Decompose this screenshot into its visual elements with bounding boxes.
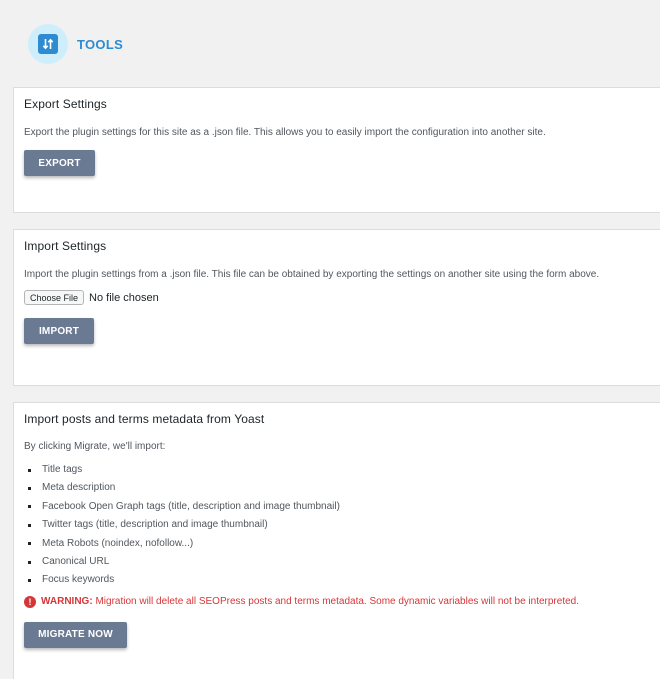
list-item-label: Meta Robots (noindex, nofollow...) <box>42 537 194 549</box>
choose-file-button[interactable]: Choose File <box>24 290 84 305</box>
bullet-icon <box>28 579 31 582</box>
list-item <box>24 516 660 534</box>
import-items-list <box>24 461 660 590</box>
export-settings-card <box>13 87 660 213</box>
list-item-label: Meta description <box>42 482 116 494</box>
list-item <box>24 535 660 553</box>
export-settings-description: Export the plugin settings for this site as a .json file. This allows you to easily import the configuration into another site. <box>24 127 546 138</box>
page-title: TOOLS <box>77 36 124 52</box>
import-settings-card <box>13 229 660 386</box>
page-header <box>28 24 123 64</box>
migrate-now-button[interactable]: MIGRATE NOW <box>24 622 127 648</box>
list-item <box>24 553 660 571</box>
bullet-icon <box>28 505 31 508</box>
export-settings-title: Export Settings <box>24 97 107 111</box>
bullet-icon <box>28 487 31 490</box>
export-button[interactable]: EXPORT <box>24 150 95 176</box>
import-button[interactable]: IMPORT <box>24 318 94 344</box>
bullet-icon <box>28 524 31 527</box>
list-item-label: Canonical URL <box>42 555 110 567</box>
bullet-icon <box>28 469 31 472</box>
warning-label: WARNING: <box>41 596 93 608</box>
bullet-icon <box>28 542 31 545</box>
bullet-icon <box>28 561 31 564</box>
tools-badge <box>28 24 68 64</box>
migration-warning <box>24 596 660 608</box>
file-status-text: No file chosen <box>89 291 159 304</box>
list-item-label: Title tags <box>42 464 83 475</box>
list-item <box>24 571 660 589</box>
yoast-migration-title: Import posts and terms metadata from Yoast <box>24 412 265 426</box>
sliders-icon <box>38 34 58 54</box>
yoast-migration-card <box>13 402 660 679</box>
warning-message: Migration will delete all SEOPress posts and terms metadata. Some dynamic variables will not be interpreted. <box>95 596 580 608</box>
list-item-label: Focus keywords <box>42 574 115 586</box>
list-item-label: Facebook Open Graph tags (title, description and image thumbnail) <box>42 500 340 512</box>
import-settings-description: Import the plugin settings from a .json file. This file can be obtained by exporting the settings on another site using the form above. <box>24 269 600 280</box>
import-settings-title: Import Settings <box>24 239 107 253</box>
list-item-label: Twitter tags (title, description and image thumbnail) <box>42 519 268 531</box>
file-input <box>24 290 660 305</box>
warning-icon: ! <box>24 596 36 608</box>
list-item <box>24 461 660 479</box>
warning-text <box>41 596 579 607</box>
list-item <box>24 498 660 516</box>
list-item <box>24 479 660 497</box>
yoast-intro-text: By clicking Migrate, we'll import: <box>24 441 166 452</box>
